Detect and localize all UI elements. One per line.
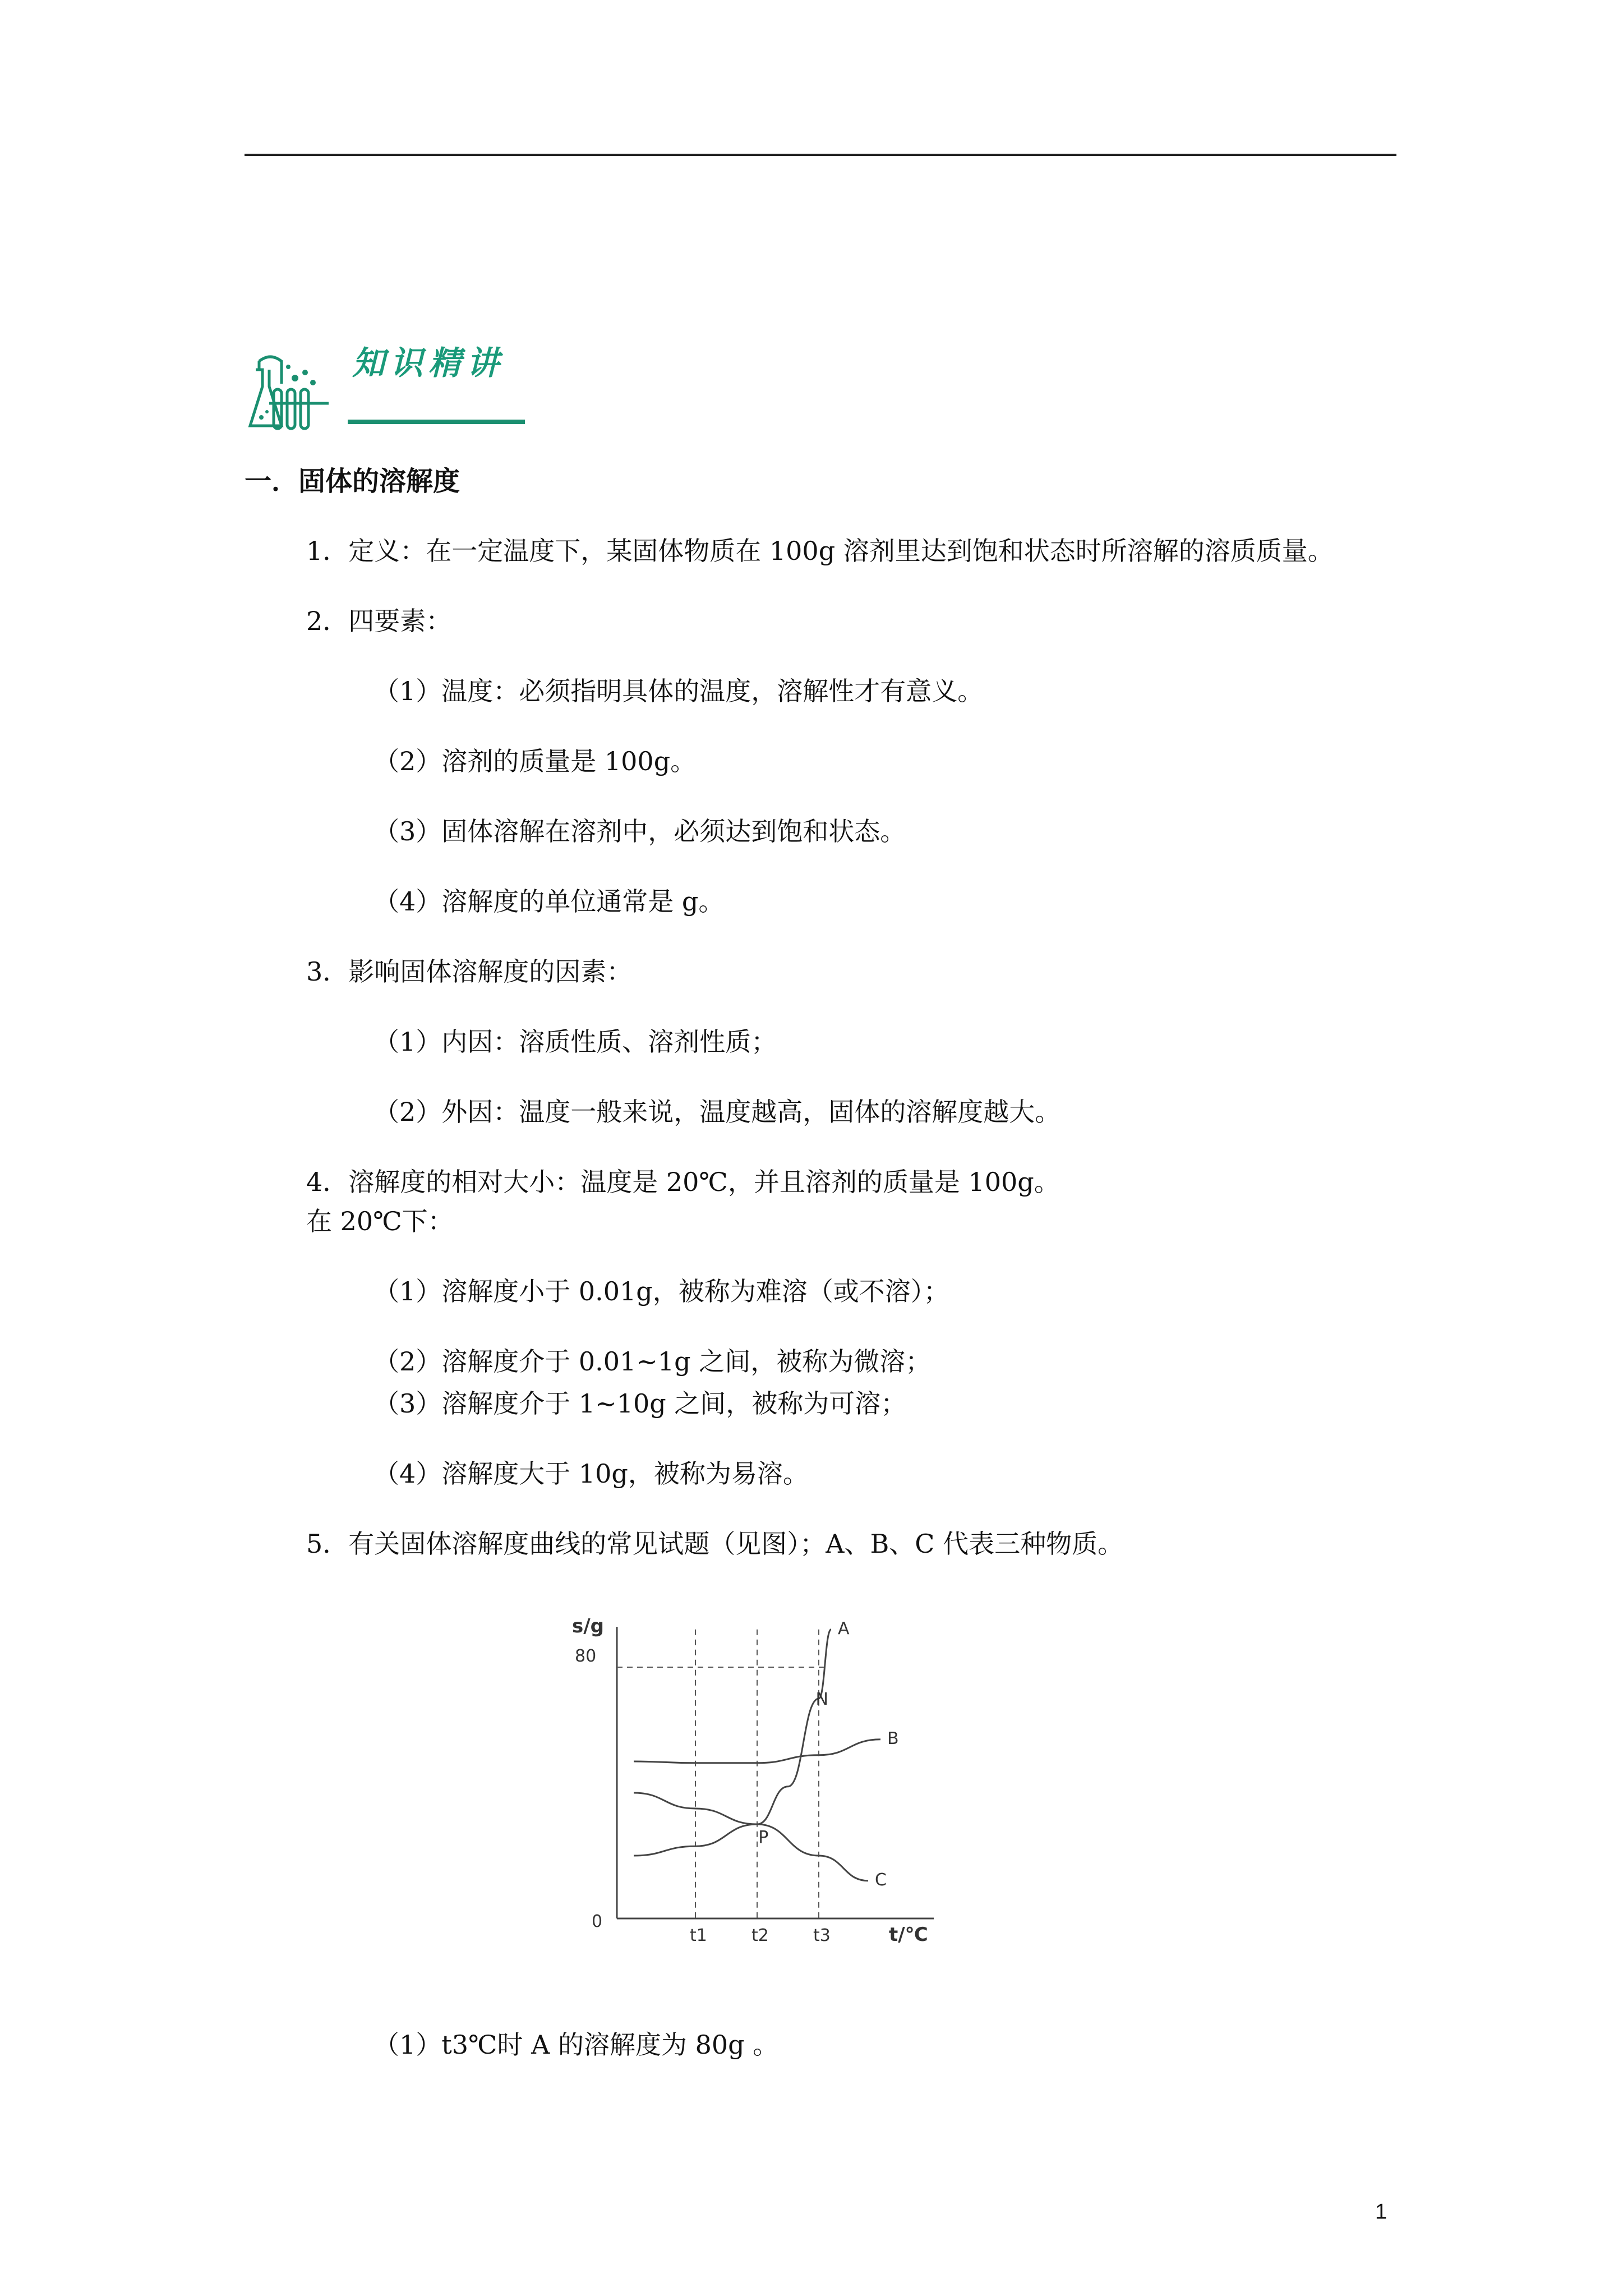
origin-label: 0: [592, 1912, 603, 1931]
point-N-label: N: [815, 1690, 828, 1710]
x-tick-label-t2: t2: [751, 1926, 769, 1945]
class-insoluble: （1）溶解度小于 0.01g，被称为难溶（或不溶）；: [374, 1276, 949, 1306]
x-axis-label: t/℃: [889, 1924, 928, 1946]
header-rule: [245, 154, 1396, 156]
element-saturated: （3）固体溶解在溶剂中，必须达到饱和状态。: [374, 816, 906, 846]
y-tick-80: 80: [575, 1646, 597, 1666]
element-solvent-mass: （2）溶剂的质量是 100g。: [374, 746, 697, 776]
factor-internal: （1）内因：溶质性质、溶剂性质；: [374, 1027, 777, 1057]
series-C-curve: [634, 1793, 868, 1881]
element-unit: （4）溶解度的单位通常是 g。: [374, 886, 725, 917]
factors-heading: 3．影响固体溶解度的因素：: [306, 956, 633, 987]
x-tick-label-t1: t1: [690, 1926, 707, 1945]
at-20c-line: 在 20℃下：: [306, 1206, 454, 1236]
relative-size-heading: 4．溶解度的相对大小：温度是 20℃，并且溶剂的质量是 100g。: [306, 1167, 1060, 1197]
factor-external: （2）外因：温度一般来说，温度越高，固体的溶解度越大。: [374, 1097, 1061, 1127]
class-soluble: （3）溶解度介于 1~10g 之间，被称为可溶；: [374, 1388, 907, 1419]
element-temperature: （1）温度：必须指明具体的温度，溶解性才有意义。: [374, 676, 984, 706]
class-readily-soluble: （4）溶解度大于 10g，被称为易溶。: [374, 1458, 809, 1489]
solubility-curve-chart: [552, 1616, 956, 1963]
page-number: 1: [1375, 2200, 1387, 2224]
series-A-curve: [634, 1630, 831, 1856]
section-heading: 一．固体的溶解度: [245, 466, 460, 497]
series-A-label: A: [838, 1618, 850, 1639]
y-axis-label: s/g: [572, 1616, 604, 1637]
class-slightly-soluble: （2）溶解度介于 0.01~1g 之间，被称为微溶；: [374, 1346, 932, 1377]
four-elements-heading: 2．四要素：: [306, 606, 452, 636]
definition-line: 1．定义：在一定温度下，某固体物质在 100g 溶剂里达到饱和状态时所溶解的溶质质量。: [306, 536, 1334, 566]
curve-questions-heading: 5．有关固体溶解度曲线的常见试题（见图）；A、B、C 代表三种物质。: [306, 1529, 1124, 1559]
series-B-label: B: [887, 1728, 899, 1749]
series-C-label: C: [875, 1870, 887, 1890]
lab-flask-icon: [245, 350, 334, 434]
solubility-chart-svg: [552, 1616, 956, 1963]
banner-underline: [348, 420, 525, 424]
banner-title: 知识精讲: [352, 344, 505, 382]
point-P-label: P: [758, 1828, 769, 1848]
question-1-answer: （1）t3℃时 A 的溶解度为 80g 。: [374, 2030, 779, 2060]
x-tick-label-t3: t3: [813, 1926, 831, 1945]
